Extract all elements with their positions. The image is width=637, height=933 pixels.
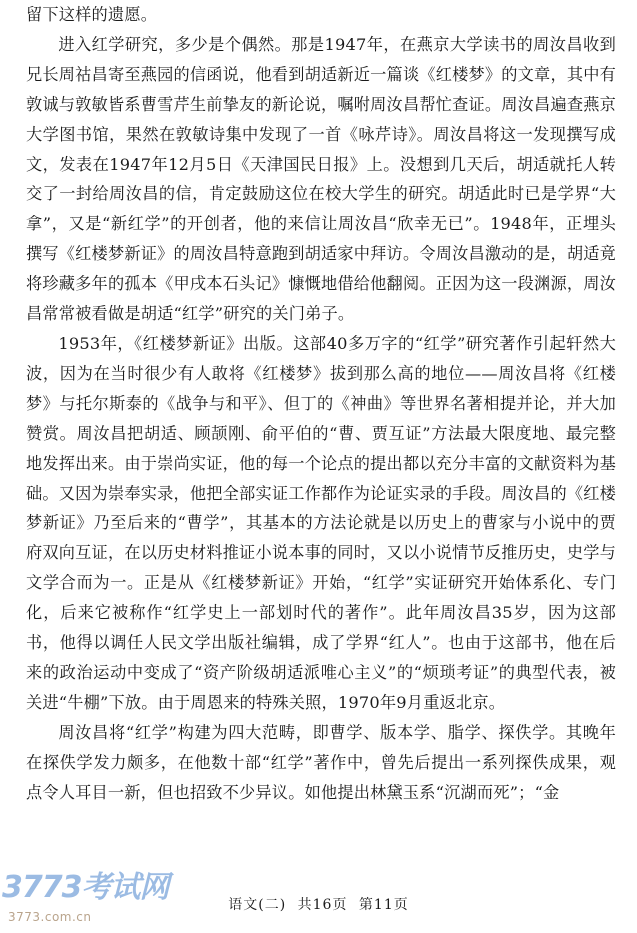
paragraph-2: 进入红学研究，多少是个偶然。那是1947年，在燕京大学读书的周汝昌收到兄长周祜昌寄至燕园的信函说，他看到胡适新近一篇谈《红楼梦》的文章，其中有敦诚与敦敏皆系曹雪芹生前挚友的新论说，嘱咐周汝昌帮忙查证。周汝昌遍查燕京大学图书馆，果然在敦敏诗集中发现了一首《咏芹诗》。周汝昌将这一发现撰写成文，发表在1947年12月5日《天津国民日报》上。没想到几天后，胡适就托人转交了一封给周汝昌的信，肯定鼓励这位在校大学生的研究。胡适此时已是学界“大拿”，又是“新红学”的开创者，他的来信让周汝昌“欣幸无已”。1948年，正埋头撰写《红楼梦新证》的周汝昌特意跑到胡适家中拜访。令周汝昌激动的是，胡适竟将珍藏多年的孤本《甲戌本石头记》慷慨地借给他翻阅。正因为这一段渊源，周汝昌常常被看做是胡适“红学”研究的关门弟子。 (26, 34, 616, 324)
footer-total-pages: 共16页 (297, 897, 348, 913)
site-watermark (2, 862, 172, 932)
paragraph-4: 周汝昌将“红学”构建为四大范畴，即曹学、版本学、脂学、探佚学。其晚年在探佚学发力颇多，在他数十部“红学”著作中，曾先后提出一系列探佚成果，观点令人耳目一新，但也招致不少异议。如他提出林黛玉系“沉湖而死”；“金 (26, 722, 616, 802)
article-body (26, 0, 616, 807)
watermark-url: 3773.com.cn (8, 910, 92, 924)
watermark-logo: 3773考试网 (2, 870, 169, 905)
footer-subject: 语文(二) (228, 897, 287, 913)
footer-page-number: 第11页 (358, 897, 409, 913)
paragraph-1: 留下这样的遗愿。 (26, 5, 158, 24)
paragraph-3: 1953年，《红楼梦新证》出版。这部40多万字的“红学”研究著作引起轩然大波，因为在当时很少有人敢将《红楼梦》拔到那么高的地位——周汝昌将《红楼梦》与托尔斯泰的《战争与和平》、但丁的《神曲》等世界名著相提并论，并大加赞赏。周汝昌把胡适、顾颉刚、俞平伯的“曹、贾互证”方法最大限度地、最完整地发挥出来。由于崇尚实证，他的每一个论点的提出都以充分丰富的文献资料为基础。又因为崇奉实录，他把全部实证工作都作为论证实录的手段。周汝昌的《红楼梦新证》乃至后来的“曹学”，其基本的方法论就是以历史上的曹家与小说中的贾府双向互证，在以历史材料推证小说本事的同时，又以小说情节反推历史，史学与文学合而为一。正是从《红楼梦新证》开始，“红学”实证研究开始体系化、专门化，后来它被称作“红学史上一部划时代的著作”。此年周汝昌35岁，因为这部书，他得以调任人民文学出版社编辑，成了学界“红人”。也由于这部书，他在后来的政治运动中变成了“资产阶级胡适派唯心主义”的“烦琐考证”的典型代表，被关进“牛棚”下放。由于周恩来的特殊关照，1970年9月重返北京。 (26, 333, 616, 712)
